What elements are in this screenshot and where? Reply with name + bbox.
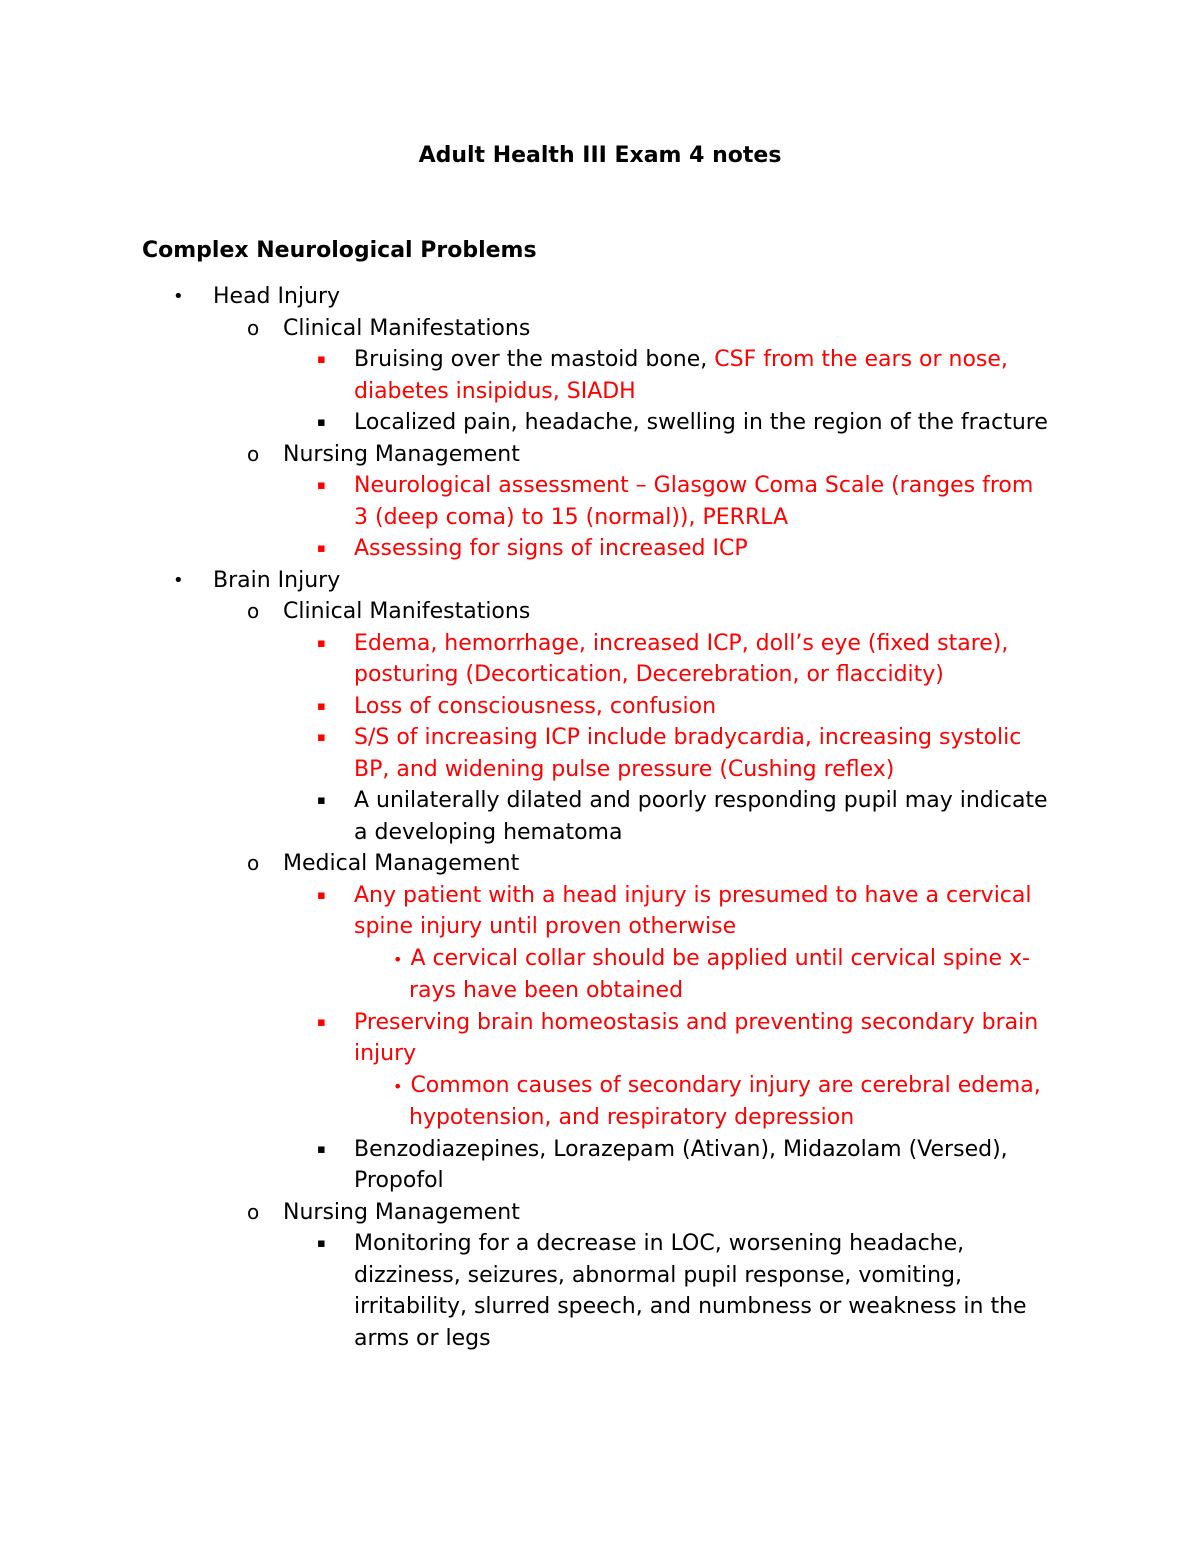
section-heading: Complex Neurological Problems bbox=[142, 238, 537, 263]
list-item-label: Clinical Manifestations bbox=[283, 315, 531, 341]
list-item-label: Medical Management bbox=[283, 851, 520, 876]
bullet-icon: • bbox=[173, 286, 184, 307]
list-item-text: Benzodiazepines, Lorazepam (Ativan), Midazolam (Versed), Propofol bbox=[354, 1136, 1008, 1193]
list-item-text: A unilaterally dilated and poorly responding pupil may indicate a developing hematoma bbox=[354, 788, 1048, 845]
list-item bbox=[0, 722, 1054, 785]
list-item bbox=[0, 628, 1054, 691]
bullet-icon: • bbox=[393, 1076, 403, 1096]
list-item-head-injury bbox=[0, 281, 1200, 313]
square-bullet-icon: ▪ bbox=[317, 1141, 326, 1157]
list-item-text: Loss of consciousness, confusion bbox=[354, 693, 717, 719]
circle-bullet-icon: o bbox=[247, 441, 260, 466]
list-item-text: Neurological assessment – Glasgow Coma Scale (ranges from 3 (deep coma) to 15 (normal)), PERRLA bbox=[354, 473, 1034, 530]
square-bullet-icon: ▪ bbox=[317, 887, 326, 903]
square-bullet-icon: ▪ bbox=[317, 541, 326, 556]
list-item-label: Clinical Manifestations bbox=[283, 599, 531, 624]
sub-list-item bbox=[0, 943, 1049, 1007]
list-item bbox=[0, 691, 1054, 723]
list-item-text: Any patient with a head injury is presumed to have a cervical spine injury until proven otherwise bbox=[354, 882, 1032, 939]
list-item-text: Assessing for signs of increased ICP bbox=[354, 536, 748, 561]
list-item-label: Nursing Management bbox=[283, 441, 520, 467]
list-item bbox=[0, 344, 1054, 407]
circle-bullet-icon: o bbox=[247, 315, 260, 340]
list-item-head-clinical-manifestations bbox=[0, 313, 1200, 345]
list-item-text: Common causes of secondary injury are cerebral edema, hypotension, and respiratory depression bbox=[409, 1072, 1041, 1130]
square-bullet-icon: ▪ bbox=[317, 415, 326, 430]
list-item bbox=[0, 533, 1054, 565]
square-bullet-icon: ▪ bbox=[317, 1014, 326, 1030]
list-item-brain-nursing-management bbox=[0, 1197, 1200, 1229]
square-bullet-icon: ▪ bbox=[317, 1236, 326, 1251]
square-bullet-icon: ▪ bbox=[317, 793, 326, 808]
document-title: Adult Health III Exam 4 notes bbox=[418, 143, 782, 168]
list-item-text: S/S of increasing ICP include bradycardia, increasing systolic BP, and widening pulse pressure (Cushing reflex) bbox=[354, 725, 1022, 782]
list-item bbox=[0, 470, 1054, 533]
sub-list-item bbox=[0, 1070, 1049, 1134]
highlighted-text: CSF from the ears or nose, diabetes insipidus, SIADH bbox=[354, 347, 1008, 404]
square-bullet-icon: ▪ bbox=[317, 478, 326, 493]
list-item bbox=[0, 1007, 1054, 1070]
list-item-text: Localized pain, headache, swelling in the region of the fracture bbox=[354, 410, 1048, 435]
list-item-text: Monitoring for a decrease in LOC, worsening headache, dizziness, seizures, abnormal pupil response, vomiting, irritability, slurred speech, and numbness or weakness in the arms or legs bbox=[354, 1231, 1027, 1351]
square-bullet-icon: ▪ bbox=[317, 635, 326, 651]
list-item-label: Head Injury bbox=[213, 284, 341, 309]
list-item-text: Preserving brain homeostasis and preventing secondary brain injury bbox=[354, 1009, 1039, 1066]
square-bullet-icon: ▪ bbox=[317, 352, 326, 367]
list-item bbox=[0, 880, 1054, 943]
circle-bullet-icon: o bbox=[247, 851, 260, 875]
list-item-brain-medical-management bbox=[0, 848, 1200, 880]
notes-outline bbox=[0, 281, 1200, 1354]
circle-bullet-icon: o bbox=[247, 599, 260, 623]
square-bullet-icon: ▪ bbox=[317, 730, 326, 745]
list-item-text: Bruising over the mastoid bone, bbox=[354, 347, 715, 372]
list-item bbox=[0, 407, 1054, 439]
bullet-icon: • bbox=[173, 569, 184, 591]
list-item bbox=[0, 785, 1054, 848]
list-item-label: Nursing Management bbox=[283, 1199, 520, 1225]
square-bullet-icon: ▪ bbox=[317, 698, 326, 714]
list-item-label: Brain Injury bbox=[213, 567, 341, 593]
list-item-text: Edema, hemorrhage, increased ICP, doll’s eye (fixed stare), posturing (Decortication, Decerebration, or flaccidity) bbox=[354, 630, 1009, 687]
list-item-head-nursing-management bbox=[0, 439, 1200, 471]
bullet-icon: • bbox=[393, 949, 403, 969]
list-item-brain-clinical-manifestations bbox=[0, 596, 1200, 628]
list-item-text: A cervical collar should be applied until cervical spine x-rays have been obtained bbox=[409, 945, 1030, 1003]
list-item bbox=[0, 1134, 1054, 1197]
list-item bbox=[0, 1228, 1054, 1354]
circle-bullet-icon: o bbox=[247, 1199, 260, 1224]
list-item-brain-injury bbox=[0, 565, 1200, 597]
